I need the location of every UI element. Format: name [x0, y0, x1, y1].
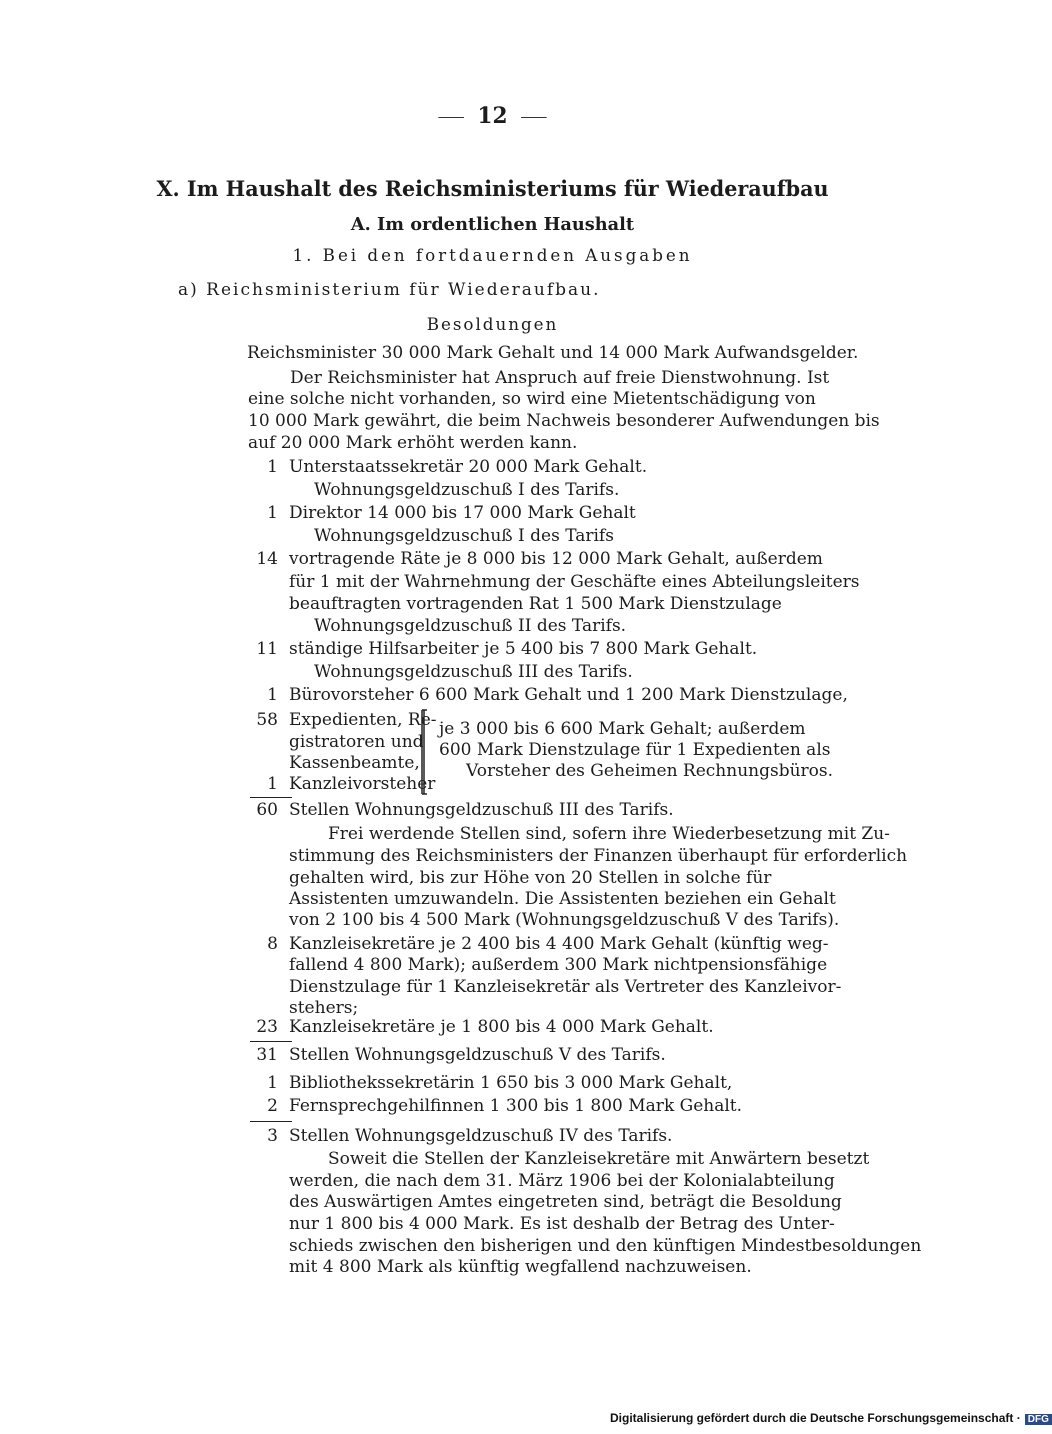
brace-right-line: 600 Mark Dienstzulage für 1 Expedienten als: [439, 740, 831, 760]
entry-number: 1: [267, 503, 278, 523]
para1-line-1: Reichsminister 30 000 Mark Gehalt und 14 000 Mark Aufwandsgelder.: [247, 343, 859, 363]
entry-line: ständige Hilfsarbeiter je 5 400 bis 7 800 Mark Gehalt.: [289, 639, 758, 659]
brace-left-line: Kanzleivorsteher: [289, 774, 436, 794]
entry-line: fallend 4 800 Mark); außerdem 300 Mark nichtpensionsfähige: [289, 955, 828, 975]
digitization-credit: Digitalisierung gefördert durch die Deutsche Forschungsgemeinschaft · DFG: [610, 1411, 1052, 1425]
entry-line: Dienstzulage für 1 Kanzleisekretär als Vertreter des Kanzleivor-: [289, 977, 842, 997]
para3-line: nur 1 800 bis 4 000 Mark. Es ist deshalb der Betrag des Unter-: [289, 1214, 835, 1234]
brace-right-symbol: [422, 708, 434, 798]
entry-line: Fernsprechgehilfinnen 1 300 bis 1 800 Mark Gehalt.: [289, 1096, 743, 1116]
entry-line: Wohnungsgeldzuschuß I des Tarifs.: [314, 480, 620, 500]
entry-number: 23: [256, 1017, 278, 1037]
para1-line-4: 10 000 Mark gewährt, die beim Nachweis besonderer Aufwendungen bis: [248, 411, 880, 431]
para60-line: Frei werdende Stellen sind, sofern ihre Wiederbesetzung mit Zu-: [328, 824, 890, 844]
heading-main: X. Im Haushalt des Reichsministeriums für Wiederaufbau: [156, 176, 829, 201]
sum-rule: [250, 1121, 292, 1122]
entry-line: beauftragten vortragenden Rat 1 500 Mark Dienstzulage: [289, 594, 782, 614]
entry-line: Direktor 14 000 bis 17 000 Mark Gehalt: [289, 503, 636, 523]
sum-text: Stellen Wohnungsgeldzuschuß IV des Tarifs.: [289, 1126, 673, 1146]
page-number: [0, 103, 985, 129]
para3-line: mit 4 800 Mark als künftig wegfallend nachzuweisen.: [289, 1257, 752, 1277]
page-number-text: 12: [477, 103, 508, 129]
para3-line: schieds zwischen den bisherigen und den künftigen Mindestbesoldungen: [289, 1236, 922, 1256]
brace-right-line: je 3 000 bis 6 600 Mark Gehalt; außerdem: [439, 719, 806, 739]
entry-line: für 1 mit der Wahrnehmung der Geschäfte eines Abteilungsleiters: [289, 572, 860, 592]
sum-text: Stellen Wohnungsgeldzuschuß V des Tarifs.: [289, 1045, 666, 1065]
entry-line: vortragende Räte je 8 000 bis 12 000 Mark Gehalt, außerdem: [289, 549, 823, 569]
brace-left-line: gistratoren und: [289, 732, 424, 752]
dfg-logo-icon: DFG: [1025, 1414, 1052, 1425]
dash-left: [438, 117, 464, 118]
sum-number: 60: [256, 800, 278, 820]
para3-line: des Auswärtigen Amtes eingetreten sind, beträgt die Besoldung: [289, 1192, 842, 1212]
entry-line: Kanzleisekretäre je 1 800 bis 4 000 Mark Gehalt.: [289, 1017, 714, 1037]
para3-line: werden, die nach dem 31. März 1906 bei der Kolonialabteilung: [289, 1171, 835, 1191]
entry-line: Bürovorsteher 6 600 Mark Gehalt und 1 200 Mark Dienstzulage,: [289, 685, 848, 705]
brace-number-top: 58: [256, 710, 278, 730]
entry-line: Wohnungsgeldzuschuß III des Tarifs.: [314, 662, 633, 682]
entry-number: 1: [267, 685, 278, 705]
entry-line: Kanzleisekretäre je 2 400 bis 4 400 Mark Gehalt (künftig weg-: [289, 934, 829, 954]
para1-line-3: eine solche nicht vorhanden, so wird eine Mietentschädigung von: [248, 389, 816, 409]
entry-line: Wohnungsgeldzuschuß I des Tarifs: [314, 526, 614, 546]
entry-line: Wohnungsgeldzuschuß II des Tarifs.: [314, 616, 627, 636]
entry-number: 14: [256, 549, 278, 569]
brace-number-bottom: 1: [267, 774, 278, 794]
heading-besoldungen: Besoldungen: [426, 315, 559, 335]
brace-left-line: Kassenbeamte,: [289, 753, 420, 773]
entry-number: 1: [267, 1073, 278, 1093]
dash-right: [521, 117, 547, 118]
credit-text: Digitalisierung gefördert durch die Deutsche Forschungsgemeinschaft: [610, 1411, 1014, 1425]
heading-a: A. Im ordentlichen Haushalt: [350, 214, 635, 235]
para1-line-5: auf 20 000 Mark erhöht werden kann.: [248, 433, 578, 453]
entry-number: 1: [267, 457, 278, 477]
entry-number: 2: [267, 1096, 278, 1116]
para60-line: Assistenten umzuwandeln. Die Assistenten beziehen ein Gehalt: [289, 889, 836, 909]
entry-number: 11: [256, 639, 278, 659]
sum-rule: [250, 797, 292, 798]
para60-line: stimmung des Reichsministers der Finanzen überhaupt für erforderlich: [289, 846, 908, 866]
sum-rule: [250, 1041, 292, 1042]
entry-number: 8: [267, 934, 278, 954]
sum-text: Stellen Wohnungsgeldzuschuß III des Tarifs.: [289, 800, 674, 820]
para60-line: gehalten wird, bis zur Höhe von 20 Stellen in solche für: [289, 868, 772, 888]
sum-number: 3: [267, 1126, 278, 1146]
entry-line: stehers;: [289, 998, 359, 1018]
sum-number: 31: [256, 1045, 278, 1065]
brace-right-line: Vorsteher des Geheimen Rechnungsbüros.: [466, 761, 834, 781]
heading-1: 1. Bei den fortdauernden Ausgaben: [292, 246, 693, 266]
para60-line: von 2 100 bis 4 500 Mark (Wohnungsgeldzuschuß V des Tarifs).: [289, 910, 840, 930]
heading-a-small: a) Reichsministerium für Wiederaufbau.: [178, 280, 601, 300]
entry-line: Unterstaatssekretär 20 000 Mark Gehalt.: [289, 457, 648, 477]
entry-line: Bibliothekssekretärin 1 650 bis 3 000 Mark Gehalt,: [289, 1073, 733, 1093]
brace-left-line: Expedienten, Re-: [289, 710, 437, 730]
para1-line-2: Der Reichsminister hat Anspruch auf freie Dienstwohnung. Ist: [290, 368, 830, 388]
para3-line: Soweit die Stellen der Kanzleisekretäre mit Anwärtern besetzt: [328, 1149, 870, 1169]
